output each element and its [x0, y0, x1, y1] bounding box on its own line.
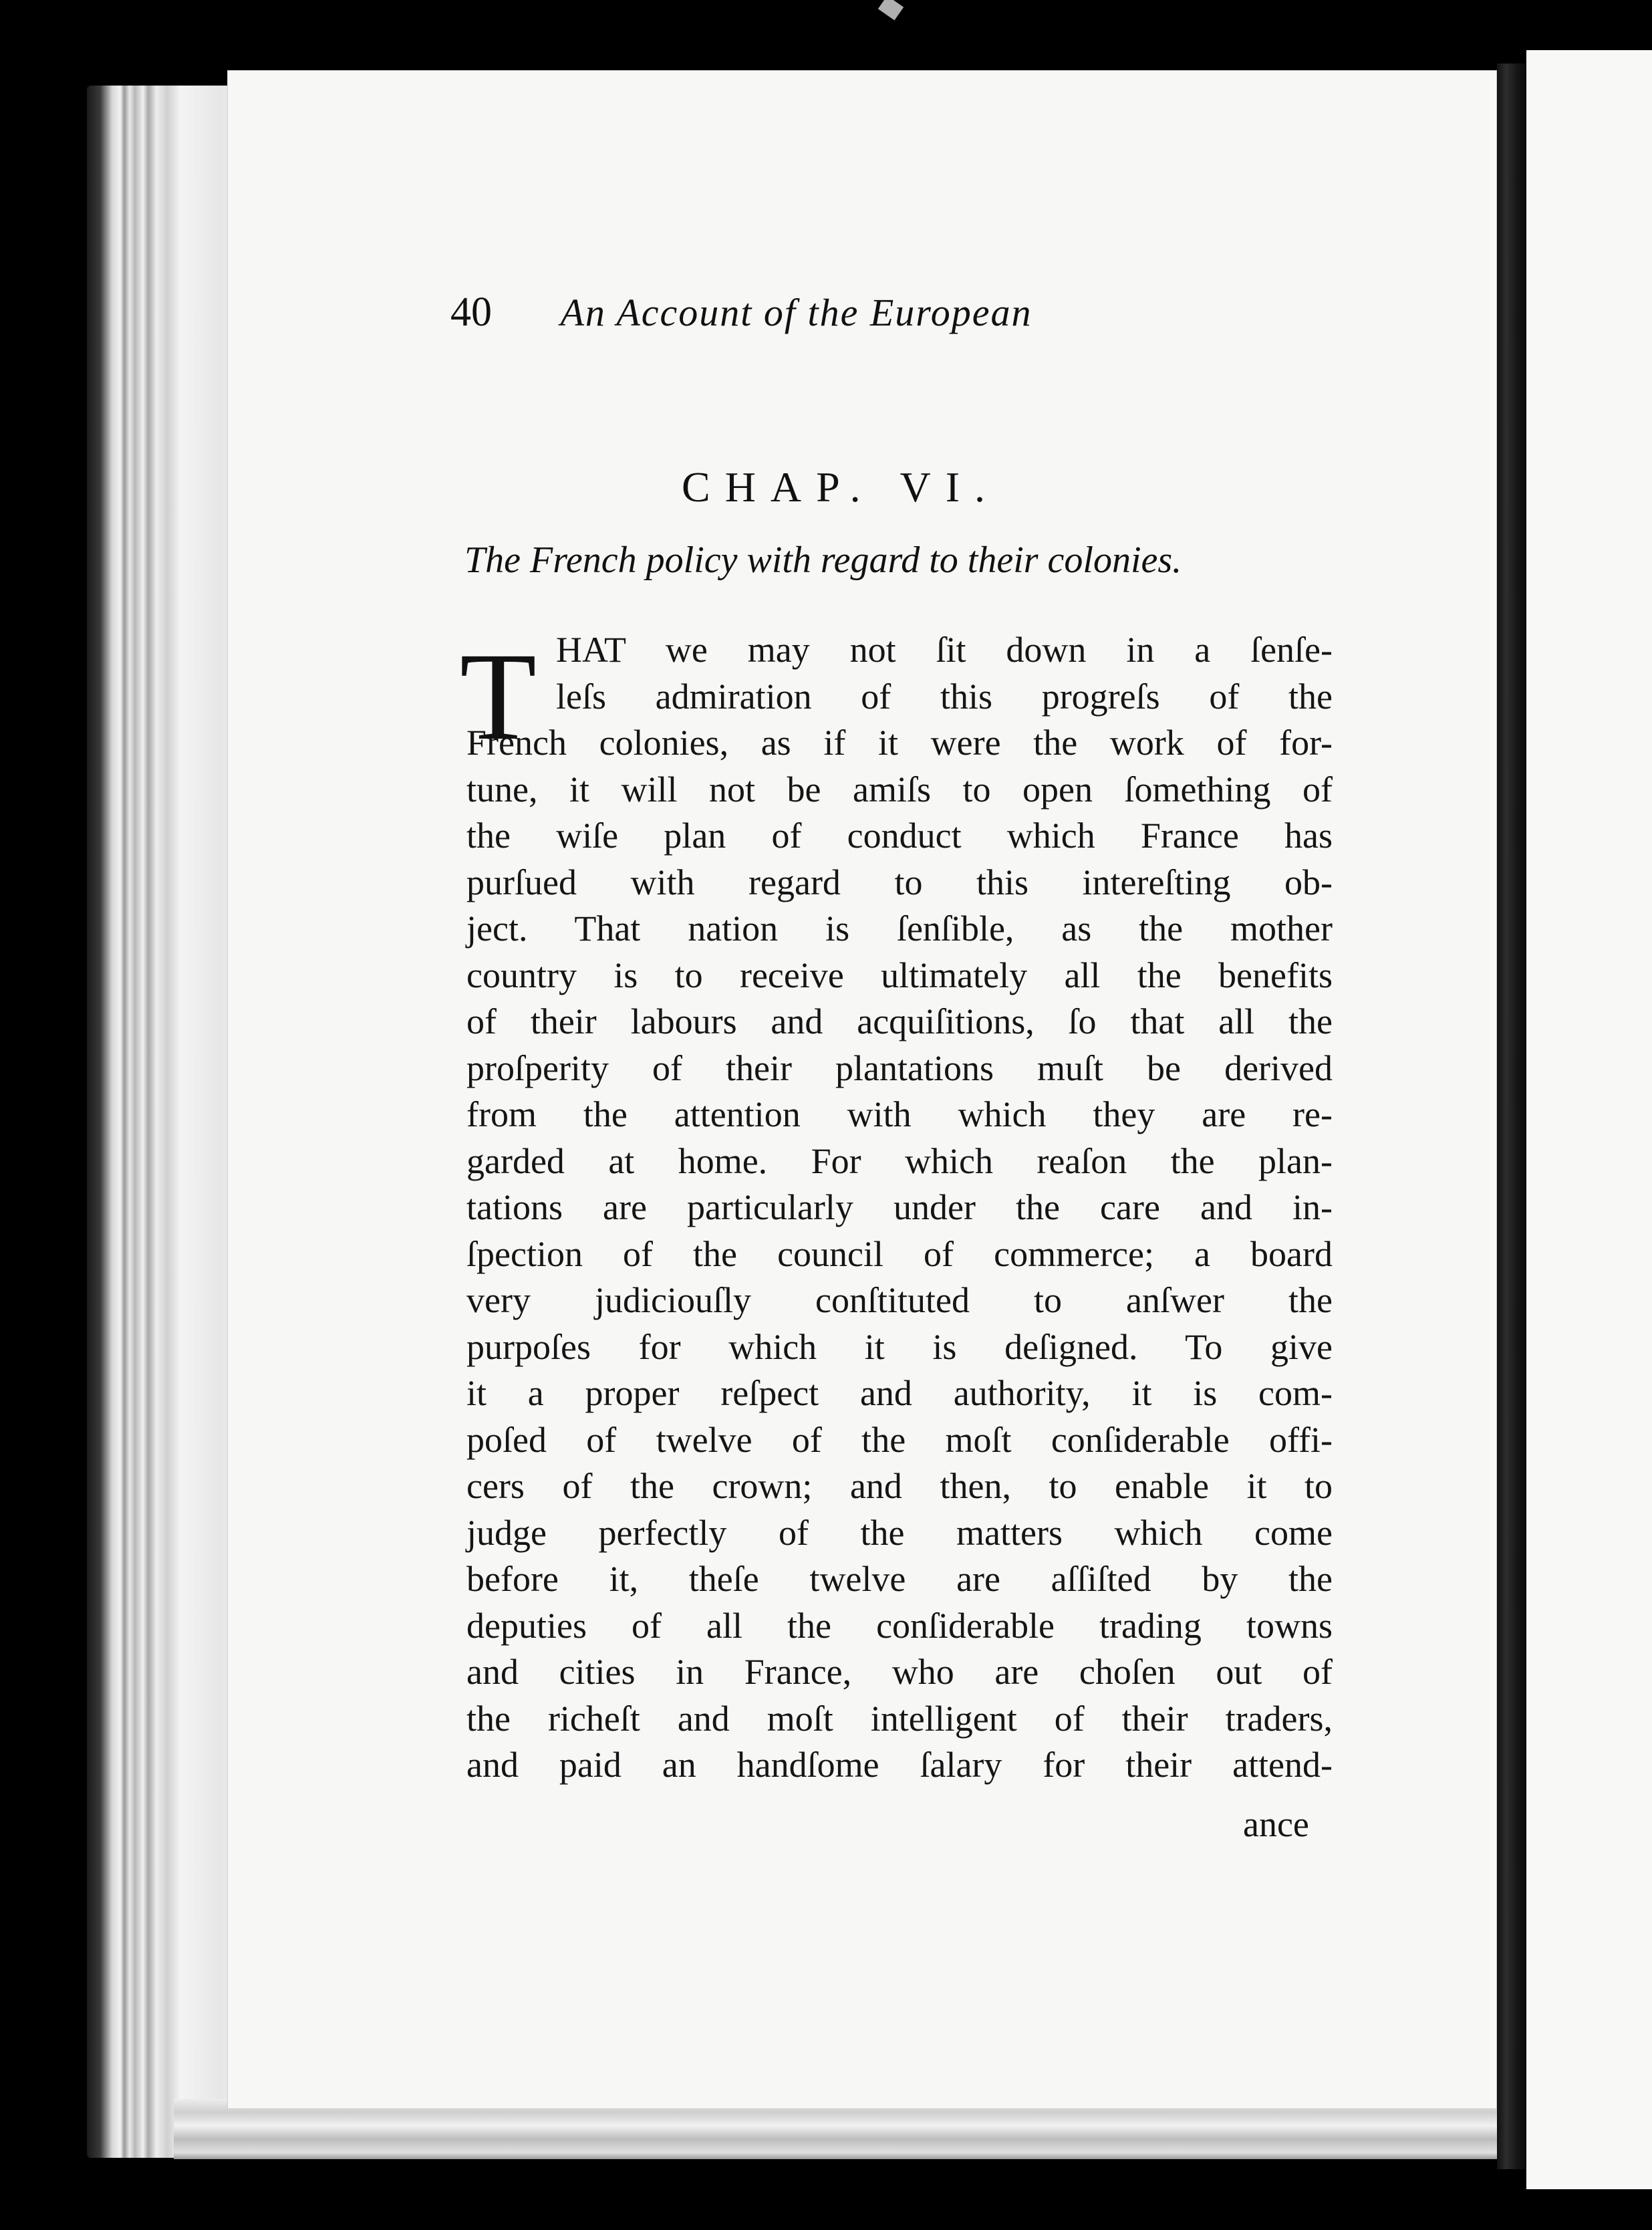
text-line: deputies of all the conſiderable trading towns — [466, 1605, 1333, 1646]
text-line: tations are particularly under the care and in- — [466, 1187, 1333, 1227]
scan-mark — [878, 0, 904, 20]
text-line: proſperity of their plantations muſt be derived — [466, 1047, 1333, 1088]
catchword: ance — [1243, 1804, 1309, 1844]
text-line: poſed of twelve of the moſt conſiderable offi- — [466, 1419, 1333, 1460]
text-line: and paid an handſome ſalary for their attend- — [466, 1745, 1333, 1785]
page-stack-edges — [87, 86, 247, 2158]
text-line: HAT we may not ſit down in a ſenſe- — [556, 630, 1333, 670]
page-number: 40 — [450, 289, 492, 335]
text-line: ſpection of the council of commerce; a board — [466, 1233, 1333, 1274]
text-line: tune, it will not be amiſs to open ſomething of — [466, 769, 1333, 810]
text-line: of their labours and acquiſitions, ſo that all the — [466, 1001, 1333, 1041]
text-line: cers of the crown; and then, to enable it to — [466, 1466, 1333, 1506]
facing-page — [1526, 50, 1652, 2189]
drop-cap: T — [460, 626, 537, 766]
running-title: An Account of the European — [560, 291, 1032, 334]
text-line: and cities in France, who are choſen out of — [466, 1652, 1333, 1692]
book-gutter — [1497, 64, 1526, 2169]
text-line: before it, theſe twelve are aſſiſted by the — [466, 1559, 1333, 1599]
text-line: purpoſes for which it is deſigned. To give — [466, 1326, 1333, 1367]
text-line: leſs admiration of this progreſs of the — [556, 676, 1333, 717]
text-line: ject. That nation is ſenſible, as the mother — [466, 908, 1333, 949]
text-line: garded at home. For which reaſon the plan- — [466, 1140, 1333, 1181]
body-text — [466, 627, 1333, 1789]
text-line: the wiſe plan of conduct which France has — [466, 816, 1333, 856]
text-line: very judiciouſly conſtituted to anſwer the — [466, 1280, 1333, 1320]
text-line: the richeſt and moſt intelligent of their traders, — [466, 1698, 1333, 1739]
text-line: it a proper reſpect and authority, it is com- — [466, 1373, 1333, 1413]
text-line: French colonies, as if it were the work of for- — [466, 723, 1333, 763]
text-line: purſued with regard to this intereſting ob- — [466, 862, 1333, 902]
text-line: country is to receive ultimately all the benefits — [466, 955, 1333, 995]
chapter-subtitle: The French policy with regard to their colonies. — [464, 539, 1182, 581]
text-line: from the attention with which they are re- — [466, 1094, 1333, 1134]
chapter-heading: CHAP. VI. — [682, 463, 1000, 511]
text-line: judge perfectly of the matters which come — [466, 1512, 1333, 1553]
running-head — [450, 289, 1206, 342]
